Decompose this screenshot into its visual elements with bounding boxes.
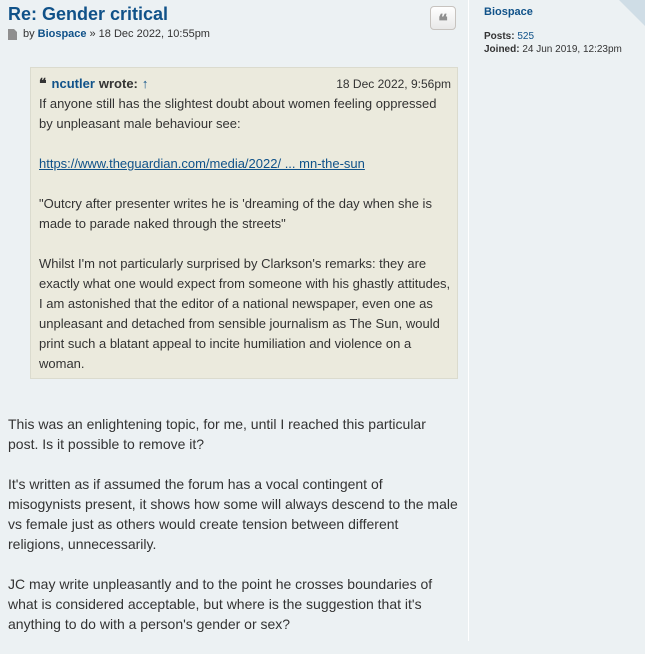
column-divider bbox=[468, 0, 469, 641]
by-label: by bbox=[23, 28, 35, 40]
posts-label: Posts: bbox=[484, 31, 515, 42]
quote-icon: ❝ bbox=[438, 11, 448, 32]
joined-label: Joined: bbox=[484, 44, 520, 55]
joined-date: 24 Jun 2019, 12:23pm bbox=[522, 44, 622, 55]
quote-paragraph-2: "Outcry after presenter writes he is 'dreaming of the day when she is made to parade naked through the streets" bbox=[39, 196, 432, 231]
quote-button[interactable] bbox=[430, 6, 456, 30]
post-author-line bbox=[8, 28, 210, 40]
post-content bbox=[8, 414, 458, 654]
quote-paragraph-3: Whilst I'm not particularly surprised by Clarkson's remarks: they are exactly what one would expect from someone with his ghastly attitudes, I am astonished that the editor of a national newspaper, even one as unpleasant and detached from sensible journalism as The Sun, would print such a blatant appeal to incite humiliation and violence on a woman. bbox=[39, 256, 451, 371]
quote-block bbox=[30, 67, 458, 379]
profile-username[interactable]: Biospace bbox=[484, 6, 533, 18]
quote-cite bbox=[39, 74, 451, 94]
post-title[interactable]: Re: Gender critical bbox=[8, 4, 169, 24]
jump-to-post-arrow-icon[interactable]: ↑ bbox=[141, 76, 149, 91]
profile-joined bbox=[484, 43, 634, 56]
posts-count-link[interactable]: 525 bbox=[517, 31, 535, 42]
post-author-link[interactable]: Biospace bbox=[37, 28, 87, 40]
post-paragraph-1: This was an enlightening topic, for me, until I reached this particular post. Is it possible to remove it? bbox=[8, 416, 426, 452]
profile-posts bbox=[484, 30, 634, 43]
quote-link[interactable]: https://www.theguardian.com/media/2022/ ... mn-the-sun bbox=[39, 156, 365, 171]
wrote-label: wrote: bbox=[98, 76, 138, 91]
quote-paragraph-1: If anyone still has the slightest doubt about women feeling oppressed by unpleasant male behaviour see: bbox=[39, 96, 437, 131]
post-paragraph-2: It's written as if assumed the forum has a vocal contingent of misogynists present, it shows how some will always descend to the male vs female just as others would create tension between different religions, unnecessarily. bbox=[8, 476, 458, 552]
post-document-icon[interactable] bbox=[8, 29, 17, 40]
author-profile bbox=[484, 6, 634, 56]
quote-header bbox=[39, 74, 148, 94]
quote-mark-icon: ❝ bbox=[39, 76, 47, 92]
post-paragraph-3: JC may write unpleasantly and to the point he crosses boundaries of what is considered acceptable, but where is the suggestion that it's anything to do with a person's gender or sex? bbox=[8, 576, 433, 632]
post-date: 18 Dec 2022, 10:55pm bbox=[98, 28, 210, 40]
quote-date: 18 Dec 2022, 9:56pm bbox=[336, 77, 451, 91]
separator: » bbox=[89, 28, 96, 40]
quoted-author-link[interactable]: ncutler bbox=[51, 76, 95, 91]
